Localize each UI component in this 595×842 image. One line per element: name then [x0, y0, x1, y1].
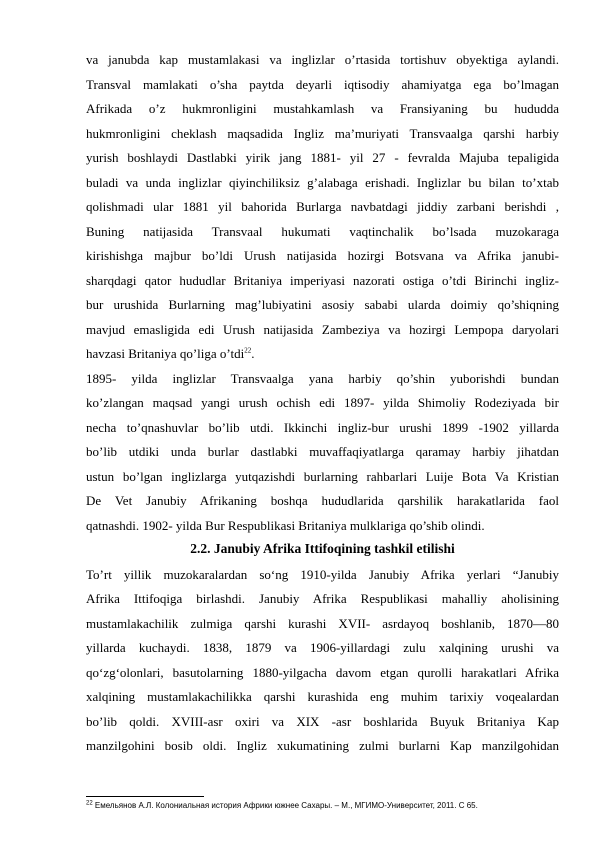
text-line: ko’zlangan maqsad yangi urush ochish edi 1897- yilda Shimoliy Rodeziyada bir	[86, 395, 559, 410]
text-line: qo‘zg‘olonlari, basutolarning 1880-yilgacha davom etgan qurolli harakatlari Afrika	[86, 665, 559, 680]
footnote-divider	[86, 796, 204, 797]
footnote	[86, 801, 559, 811]
text-line: sharqdagi qator hududlar Britaniya imperiyasi nazorati ostiga o’tdi Birinchi ingliz-	[86, 273, 559, 288]
text-line: kirishishga majbur bo’ldi Urush natijasida hozirgi Botsvana va Afrika janubi-	[86, 248, 559, 263]
text-line: yurish boshlaydi Dastlabki yirik jang 1881- yil 27 - fevralda Majuba tepaligida	[86, 150, 559, 165]
text-line: mavjud emasligida edi Urush natijasida Zambeziya va hozirgi Lempopa daryolari	[86, 322, 559, 337]
text-line: yillarda kuchaydi. 1838, 1879 va 1906-yillardagi zulu xalqining urushi va	[86, 640, 559, 655]
footnote-number: 22	[86, 800, 93, 807]
text-line: manzilgohini bosib oldi. Ingliz xukumatining zulmi burlarni Kap manzilgohidan	[86, 738, 559, 753]
text-line: De Vet Janubiy Afrikaning boshqa hududlarida qarshilik harakatlarida faol	[86, 493, 559, 508]
text-line: Transval mamlakati o’sha paytda deyarli iqtisodiy ahamiyatga ega bo’lmagan	[86, 77, 559, 92]
paragraph-end-line: havzasi Britaniya qo’liga o’tdi$^{22}$.	[86, 346, 255, 361]
footnote-text: Емельянов А.Л. Колониальная история Африки южнее Сахары. – М., МГИМО-Университет, 2011. С 65.	[92, 801, 478, 810]
text-line: ustun bo’lgan inglizlarga yutqazishdi burlarning rahbarlari Luije Bota Va Kristian	[86, 469, 559, 484]
text-line: xalqining mustamlakachilikka qarshi kurashida eng muhim tarixiy voqealardan	[86, 689, 559, 704]
text-line: 1895- yilda inglizlar Transvaalga yana harbiy qo’shin yuborishdi bundan	[86, 371, 559, 386]
section-heading: 2.2. Janubiy Afrika Ittifoqining tashkil etilishi	[190, 541, 455, 556]
text-line: mustamlakachilik zulmiga qarshi kurashi XVII- asrdayoq boshlanib, 1870—80	[86, 616, 559, 631]
text-span: havzasi Britaniya qo’liga o’tdi	[86, 346, 245, 361]
text-line: hukmronligini cheklash maqsadida Ingliz ma’muriyati Transvaalga qarshi harbiy	[86, 126, 559, 141]
text-line: To’rt yillik muzokaralardan so‘ng 1910-yilda Janubiy Afrika yerlari “Janubiy	[86, 567, 559, 582]
text-line: Afrikada o’z hukmronligini mustahkamlash va Fransiyaning bu hududda	[86, 101, 559, 116]
text-line: qolishmadi ular 1881 yil bahorida Burlarga navbatdagi jiddiy zarbani berishdi ,	[86, 199, 559, 214]
text-line: bur urushida Burlarning mag’lubiyatini asosiy sababi ularda doimiy qo’shiqning	[86, 297, 559, 312]
text-line: bo’lib qoldi. XVIII-asr oxiri va XIX -asr boshlarida Buyuk Britaniya Kap	[86, 714, 559, 729]
text-line: buladi va unda inglizlar qiyinchiliksiz g’alabaga erishadi. Inglizlar bu bilan to’xtab	[86, 175, 559, 190]
text-line: qatnashdi. 1902- yilda Bur Respublikasi Britaniya mulklariga qo’shib olindi.	[86, 518, 485, 533]
text-line: Buning natijasida Transvaal hukumati vaqtinchalik bo’lsada muzokaraga	[86, 224, 559, 239]
text-line: va janubda kap mustamlakasi va inglizlar o’rtasida tortishuv obyektiga aylandi.	[86, 52, 559, 67]
text-line: Afrika Ittifoqiga birlashdi. Janubiy Afrika Respublikasi mahalliy aholisining	[86, 591, 559, 606]
text-line: necha to’qnashuvlar bo’lib utdi. Ikkinchi ingliz-bur urushi 1899 -1902 yillarda	[86, 420, 559, 435]
footnote-reference[interactable]: 22	[244, 346, 252, 355]
text-line: bo’lib utdiki unda burlar dastlabki muvaffaqiyatlarga qaramay harbiy jihatdan	[86, 444, 559, 459]
